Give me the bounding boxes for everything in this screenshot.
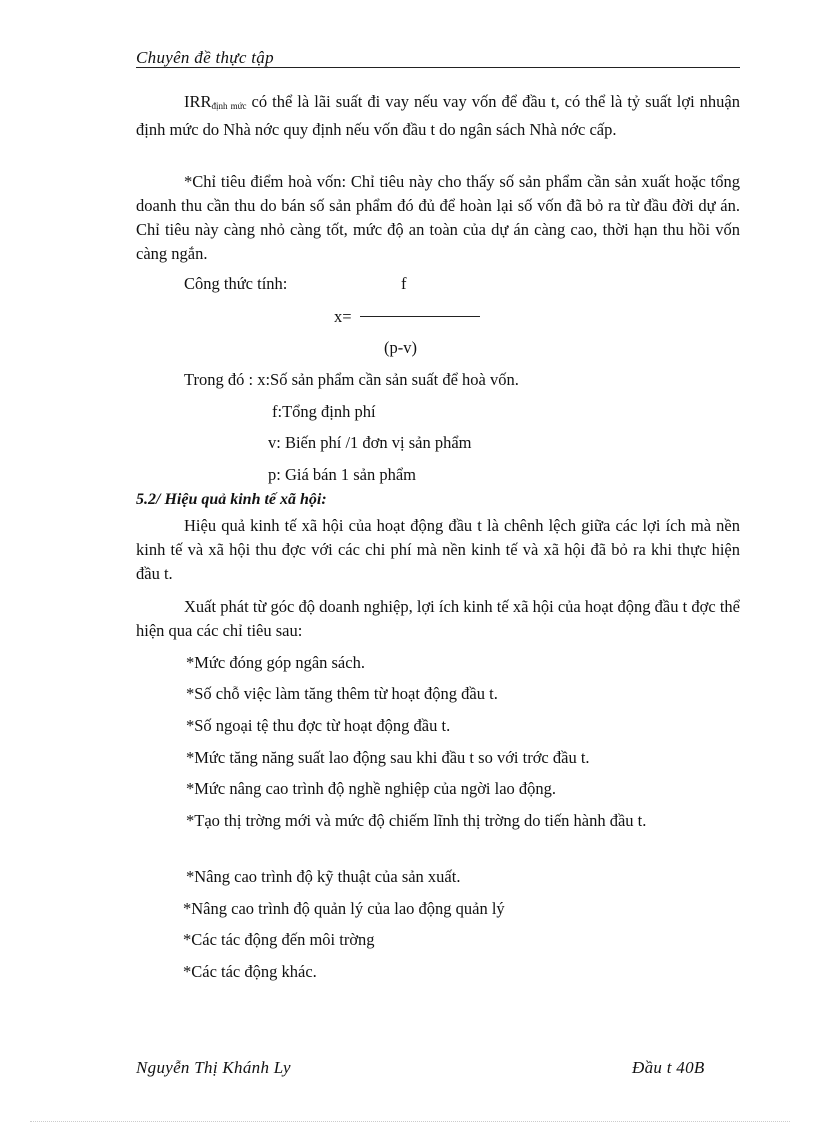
list-item: *Số ngoại tệ thu đợc từ hoạt động đầu t. [186,716,451,735]
irr-prefix: IRR [184,92,212,111]
page-header-title: Chuyên đề thực tập [136,48,274,67]
section-paragraph-2: Xuất phát từ góc độ doanh nghiệp, lợi ích kinh tế xã hội của hoạt động đầu t đợc thể hiện qua các chỉ tiêu sau: [136,597,740,640]
list-item: *Các tác động khác. [183,962,317,981]
irr-text: có thể là lãi suất đi vay nếu vay vốn để đầu t, có thể là tỷ suất lợi nhuận định mức do Nhà nớc quy định nếu vốn đầu t do ngân sách Nhà nớc cấp. [136,92,740,139]
def-f: f:Tổng định phí [272,402,376,421]
list-item: *Mức nâng cao trình độ nghề nghiệp của ngời lao động. [186,779,557,798]
footer-author: Nguyễn Thị Khánh Ly [136,1058,291,1077]
list-item: *Các tác động đến môi trờng [183,930,375,949]
fraction-bar [360,316,480,317]
irr-subscript: định mức [211,101,247,111]
list-item: *Mức tăng năng suất lao động sau khi đầu t so với trớc đầu t. [186,748,590,767]
def-p: p: Giá bán 1 sản phẩm [268,465,417,484]
list-item: *Mức đóng góp ngân sách. [186,653,365,672]
header-rule [136,67,740,68]
list-item: *Số chỗ việc làm tăng thêm từ hoạt động đầu t. [186,684,498,703]
list-item: *Nâng cao trình độ kỹ thuật của sản xuất. [186,867,461,886]
formula-label: Công thức tính: [184,274,288,293]
breakeven-paragraph: *Chỉ tiêu điểm hoà vốn: Chỉ tiêu này cho thấy số sản phẩm cần sản xuất hoặc tổng doanh thu cần thu do bán số sản phẩm đó đủ để hoàn lại số vốn đã bỏ ra từ đầu đời dự án. Chỉ tiêu này càng nhỏ càng tốt, mức độ an toàn của dự án càng cao, thời hạn thu hồi vốn càng ngắn. [136,172,740,263]
footer-class: Đầu t 40B [632,1058,705,1077]
where-x: Trong đó : x:Số sản phẩm cần sản suất để hoà vốn. [184,370,519,389]
page-bottom-border [30,1121,790,1122]
formula-denominator: (p-v) [384,338,417,357]
formula-numerator: f [401,274,407,293]
section-paragraph-1: Hiệu quả kinh tế xã hội của hoạt động đầu t là chênh lệch giữa các lợi ích mà nền kinh tế và xã hội thu đợc với các chi phí mà nền kinh tế và xã hội đã bỏ ra khi thực hiện đầu t. [136,516,740,583]
list-item: *Nâng cao trình độ quản lý của lao động quản lý [183,899,505,918]
formula-lhs: x= [334,307,352,326]
list-item: *Tạo thị trờng mới và mức độ chiếm lĩnh thị trờng do tiến hành đầu t. [186,811,647,830]
def-v: v: Biến phí /1 đơn vị sản phẩm [268,433,472,452]
irr-paragraph [136,90,740,142]
section-heading: 5.2/ Hiệu quả kinh tế xã hội: [136,491,327,508]
